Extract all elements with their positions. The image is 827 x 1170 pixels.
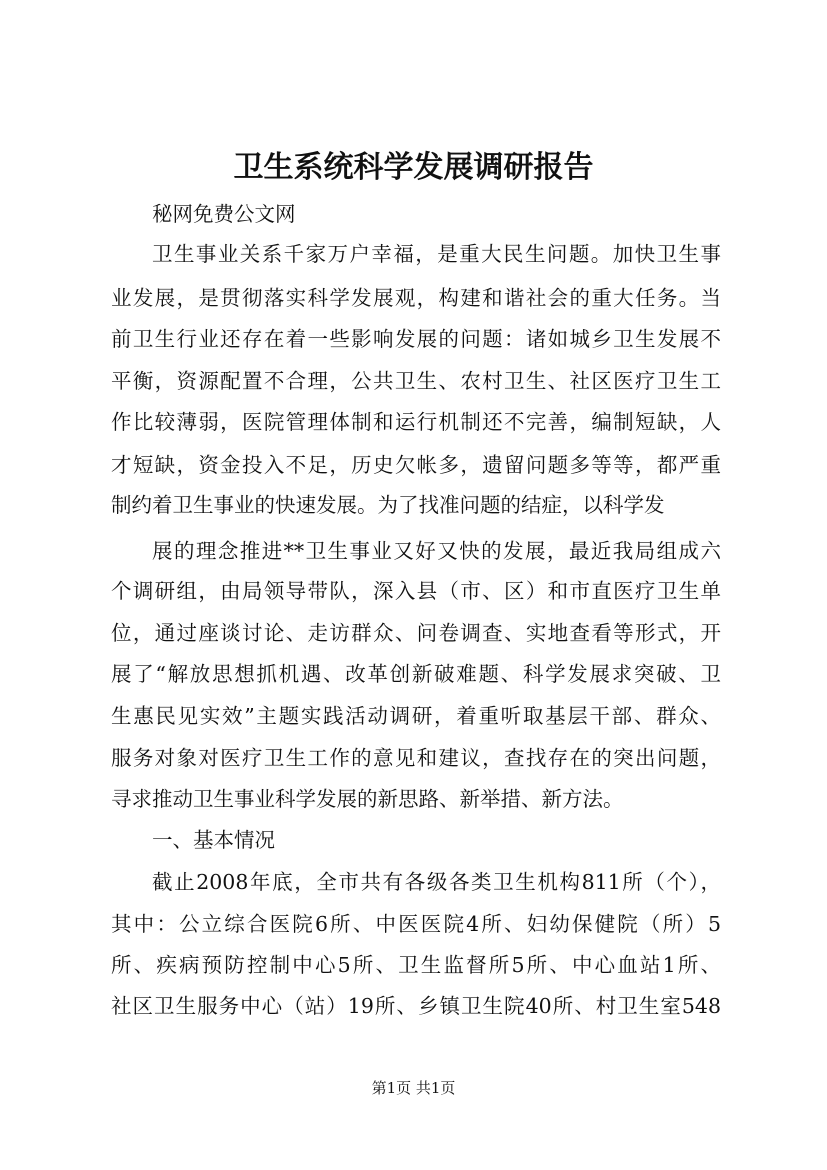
paragraph-line: 才短缺，资金投入不足，历史欠帐多，遗留问题多等等，都严重	[111, 453, 721, 477]
paragraph-line: 社区卫生服务中心（站）19所、乡镇卫生院40所、村卫生室548	[111, 994, 721, 1018]
paragraph-line: 卫生事业关系千家万户幸福，是重大民生问题。加快卫生事	[152, 242, 721, 266]
paragraph-line: 截止2008年底，全市共有各级各类卫生机构811所（个），	[152, 870, 721, 894]
paragraph-line: 生惠民见实效”主题实践活动调研，着重听取基层干部、群众、	[111, 704, 721, 728]
section-heading: 一、基本情况	[152, 828, 275, 852]
paragraph-line: 平衡，资源配置不合理，公共卫生、农村卫生、社区医疗卫生工	[111, 369, 721, 393]
paragraph-line: 个调研组，由局领导带队，深入县（市、区）和市直医疗卫生单	[111, 579, 721, 603]
paragraph-line: 其中：公立综合医院6所、中医医院4所、妇幼保健院（所）5	[111, 912, 721, 936]
paragraph-line: 所、疾病预防控制中心5所、卫生监督所5所、中心血站1所、	[111, 953, 721, 977]
paragraph-line: 业发展，是贯彻落实科学发展观，构建和谐社会的重大任务。当	[111, 286, 721, 310]
paragraph-line: 制约着卫生事业的快速发展。为了找准问题的结症，以科学发	[111, 493, 665, 517]
paragraph-line: 展的理念推进**卫生事业又好又快的发展，最近我局组成六	[152, 539, 721, 563]
paragraph-line: 展了“解放思想抓机遇、改革创新破难题、科学发展求突破、卫	[111, 662, 721, 686]
paragraph-line: 前卫生行业还存在着一些影响发展的问题：诸如城乡卫生发展不	[111, 327, 721, 351]
page-footer: 第1页 共1页	[371, 1079, 456, 1097]
source-line: 秘网免费公文网	[152, 202, 296, 226]
paragraph-line: 寻求推动卫生事业科学发展的新思路、新举措、新方法。	[111, 787, 624, 811]
paragraph-line: 位，通过座谈讨论、走访群众、问卷调查、实地查看等形式，开	[111, 621, 721, 645]
paragraph-line: 服务对象对医疗卫生工作的意见和建议，查找存在的突出问题，	[111, 746, 721, 770]
paragraph-line: 作比较薄弱，医院管理体制和运行机制还不完善，编制短缺，人	[111, 410, 721, 434]
document-title: 卫生系统科学发展调研报告	[233, 150, 594, 185]
